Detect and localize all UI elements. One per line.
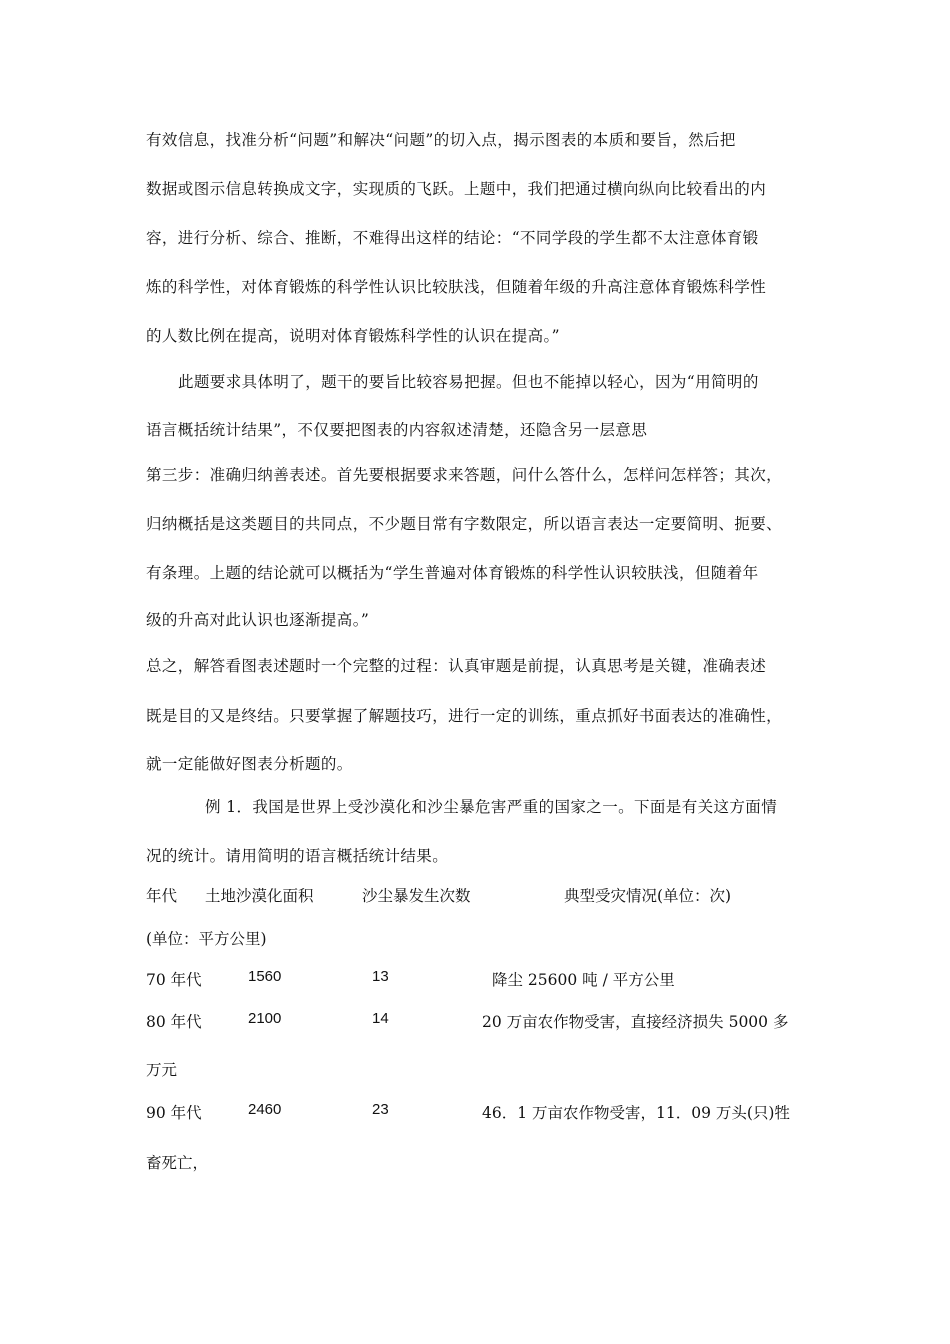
example-line: 例 1．我国是世界上受沙漠化和沙尘暴危害严重的国家之一。下面是有关这方面情 [205,798,778,816]
paragraph-4-line: 就一定能做好图表分析题的。 [146,755,353,773]
example-line: 况的统计。请用简明的语言概括统计结果。 [146,847,449,865]
table-cell-disaster: 20 万亩农作物受害，直接经济损失 5000 多 [482,1013,789,1031]
paragraph-1-line: 的人数比例在提高，说明对体育锻炼科学性的认识在提高。” [146,327,560,345]
table-cell-disaster: 46．1 万亩农作物受害，11．09 万头(只)牲 [482,1104,790,1122]
table-cell-area: 2100 [248,1010,282,1027]
table-cell-area: 1560 [248,968,282,985]
paragraph-3-line: 归纳概括是这类题目的共同点，不少题目常有字数限定，所以语言表达一定要简明、扼要、 [146,515,783,533]
paragraph-4-line: 既是目的又是终结。只要掌握了解题技巧，进行一定的训练，重点抓好书面表达的准确性， [146,707,783,725]
table-header-era: 年代 [146,887,178,905]
table-header-unit: (单位：平方公里) [146,930,267,948]
paragraph-2-line: 语言概括统计结果”，不仅要把图表的内容叙述清楚，还隐含另一层意思 [146,421,648,439]
table-header-storms: 沙尘暴发生次数 [362,887,471,905]
table-header-disaster: 典型受灾情况(单位：次) [564,887,732,905]
paragraph-1-line: 炼的科学性，对体育锻炼的科学性认识比较肤浅，但随着年级的升高注意体育锻炼科学性 [146,278,767,296]
table-cell-disaster: 降尘 25600 吨 / 平方公里 [492,971,675,989]
paragraph-1-line: 有效信息，找准分析“问题”和解决“问题”的切入点，揭示图表的本质和要旨，然后把 [146,131,736,149]
table-cell-storms: 14 [372,1010,389,1027]
paragraph-2-line: 此题要求具体明了，题干的要旨比较容易把握。但也不能掉以轻心，因为“用简明的 [178,373,759,391]
paragraph-1-line: 数据或图示信息转换成文字，实现质的飞跃。上题中，我们把通过横向纵向比较看出的内 [146,180,767,198]
paragraph-3-line: 级的升高对此认识也逐渐提高。” [146,611,370,629]
table-cell-disaster-continued: 畜死亡， [146,1154,209,1172]
paragraph-1-line: 容，进行分析、综合、推断，不难得出这样的结论：“不同学段的学生都不太注意体育锻 [146,229,759,247]
table-cell-era: 90 年代 [146,1104,202,1122]
paragraph-3-line: 第三步：准确归纳善表述。首先要根据要求来答题，问什么答什么，怎样问怎样答；其次， [146,466,783,484]
table-cell-storms: 23 [372,1101,389,1118]
table-cell-area: 2460 [248,1101,282,1118]
table-cell-era: 80 年代 [146,1013,202,1031]
paragraph-4-line: 总之，解答看图表述题时一个完整的过程：认真审题是前提，认真思考是关键，准确表述 [146,657,767,675]
table-header-area: 土地沙漠化面积 [205,887,314,905]
table-cell-disaster-continued: 万元 [146,1061,178,1079]
table-cell-storms: 13 [372,968,389,985]
table-cell-era: 70 年代 [146,971,202,989]
paragraph-3-line: 有条理。上题的结论就可以概括为“学生普遍对体育锻炼的科学性认识较肤浅，但随着年 [146,564,759,582]
